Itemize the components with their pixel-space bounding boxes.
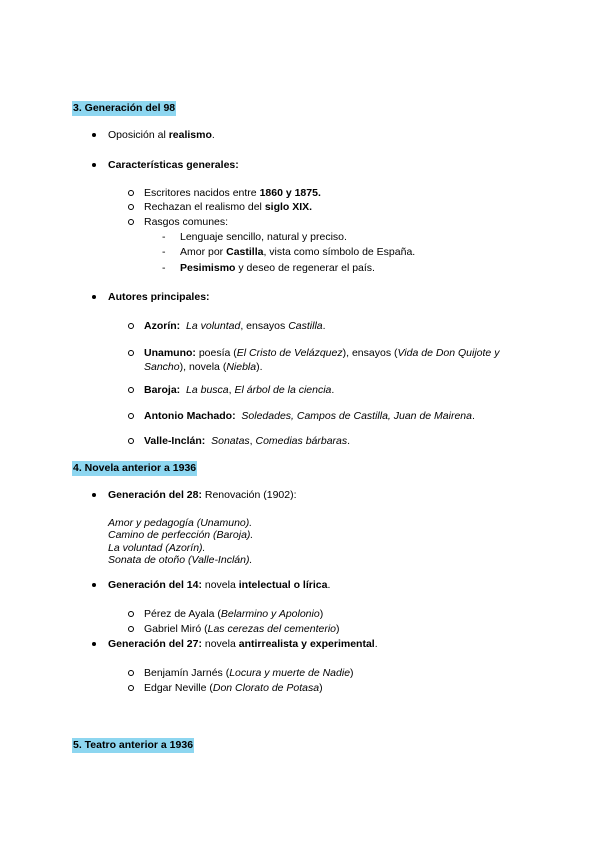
author-machado: Antonio Machado: Soledades, Campos de Castilla, Juan de Mairena. (144, 410, 475, 422)
author-unamuno: Unamuno: poesía (El Cristo de Velázquez), ensayos (Vida de Don Quijote y (144, 347, 500, 359)
list-item: Generación del 27: novela antirrealista y experimental. (108, 638, 378, 650)
list-item: Rasgos comunes: (144, 216, 229, 228)
novel-line: Amor y pedagogía (Unamuno). (108, 517, 253, 529)
list-item: Escritores nacidos entre 1860 y 1875. (144, 187, 321, 199)
novel-line: Sonata de otoño (Valle-Inclán). (108, 554, 253, 566)
section-4-heading: 4. Novela anterior a 1936 (73, 462, 197, 474)
list-item: Rechazan el realismo del siglo XIX. (144, 201, 313, 213)
author-azorin: Azorín: La voluntad, ensayos Castilla. (144, 320, 326, 332)
author-valle-inclan: Valle-Inclán: Sonatas, Comedias bárbaras. (144, 435, 351, 447)
section-3-heading: 3. Generación del 98 (73, 102, 176, 114)
list-item: Oposición al realismo. (108, 129, 215, 141)
list-item: Generación del 14: novela intelectual o lírica. (108, 579, 331, 591)
author-baroja: Baroja: La busca, El árbol de la ciencia. (144, 384, 335, 396)
list-item: Benjamín Jarnés (Locura y muerte de Nadie) (144, 667, 354, 679)
list-item: - Amor por Castilla, vista como símbolo de España. (180, 245, 415, 260)
novel-line: Camino de perfección (Baroja). (108, 529, 254, 541)
list-item: Generación del 28: Renovación (1902): (108, 489, 297, 501)
list-item: - Pesimismo y deseo de regenerar el país. (180, 261, 375, 276)
list-item: Pérez de Ayala (Belarmino y Apolonio) (144, 608, 324, 620)
list-item: Gabriel Miró (Las cerezas del cementerio) (144, 623, 340, 635)
section-5-heading: 5. Teatro anterior a 1936 (73, 739, 194, 751)
author-unamuno-cont: Sancho), novela (Niebla). (144, 361, 263, 373)
list-item: Autores principales: (108, 291, 210, 303)
list-item: - Lenguaje sencillo, natural y preciso. (180, 230, 347, 245)
novel-line: La voluntad (Azorín). (108, 542, 206, 554)
list-item: Edgar Neville (Don Clorato de Potasa) (144, 682, 323, 694)
list-item: Características generales: (108, 159, 239, 171)
